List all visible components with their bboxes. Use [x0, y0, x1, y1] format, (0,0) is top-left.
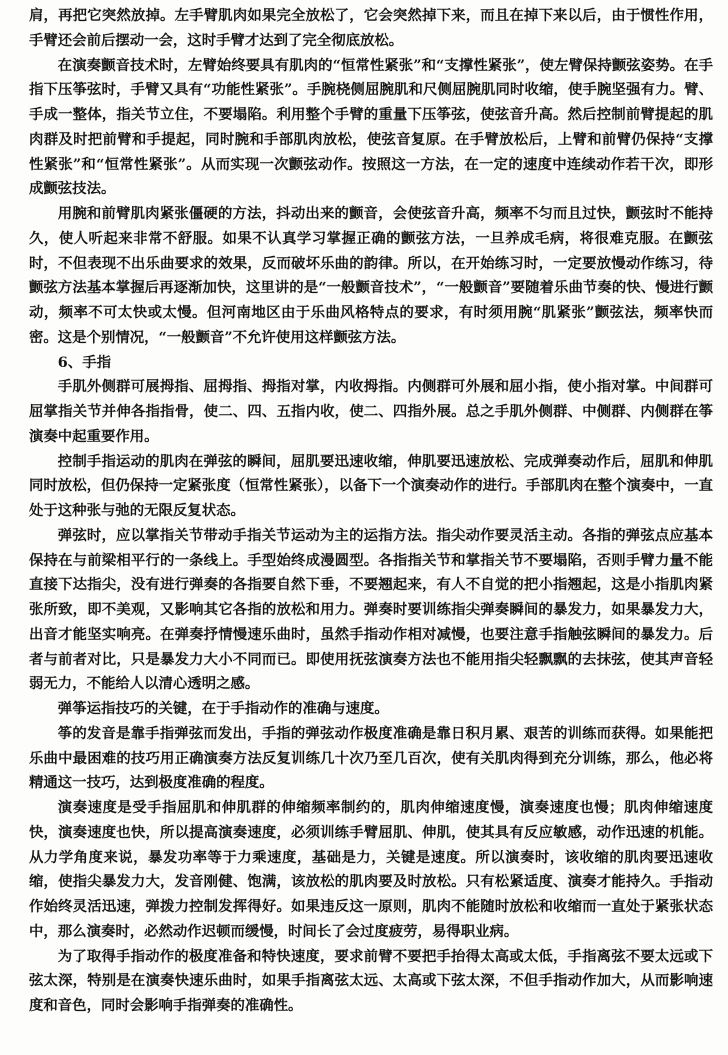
paragraph: 演奏速度是受手指屈肌和伸肌群的伸缩频率制约的，肌肉伸缩速度慢，演奏速度也慢；肌肉伸缩速度快，演奏速度也快，所以提高演奏速度，必须训练手臂屈肌、伸肌，使其具有反应敏感，动作迅速的机能。从力学角度来说，暴发功率等于力乘速度，基础是力，关键是速度。所以演奏时，该收缩的肌肉要迅速收缩，使指尖暴发力大，发音刚健、饱满，该放松的肌肉要及时放松。只有松紧适度、演奏才能持久。手指动作始终灵活迅速，弹拨力控制发挥得好。如果违反这一原则，肌肉不能随时放松和收缩而一直处于紧张状态中，那么演奏时，必然动作迟顿而缓慢，时间长了会过度疲劳，易得职业病。: [29, 799, 713, 940]
paragraph: 弹弦时，应以掌指关节带动手指关节运动为主的运指方法。指尖动作要灵活主动。各指的弹弦点应基本保持在与前梁相平行的一条线上。手型始终成漫圆型。各指指关节和掌指关节不要塌陷，否则手臂力量不能直接下达指尖，没有进行弹奏的各指要自然下垂，不要翘起来，有人不自觉的把小指翘起，这是小指肌肉紧张所致，即不美观，又影响其它各指的放松和用力。弹奏时要训练指尖弹奏瞬间的暴发力，如果暴发力大，出音才能坚实响亮。在弹奏抒情慢速乐曲时，虽然手指动作相对减慢，也要注意手指触弦瞬间的暴发力。后者与前者对比，只是暴发力大小不同而已。即使用抚弦演奏方法也不能用指尖轻飘飘的去抹弦，使其声音轻弱无力，不能给人以清心透明之感。: [29, 526, 713, 693]
paragraph: 在演奏颤音技术时，左臂始终要具有肌肉的“恒常性紧张”和“支撑性紧张”，使左臂保持颤弦姿势。在手指下压筝弦时，手臂又具有“功能性紧张”。手腕桡侧屈腕肌和尺侧屈腕肌同时收缩，使手腕坚强有力。臂、手成一整体，指关节立住，不要塌陷。利用整个手臂的重量下压筝弦，使弦音升高。然后控制前臂提起的肌肉群及时把前臂和手提起，同时腕和手部肌肉放松，使弦音复原。在手臂放松后，上臂和前臂仍保持“支撑性紧张”和“恒常性紧张”。从而实现一次颤弦动作。按照这一方法，在一定的速度中连续动作若干次，即形成颤弦技法。: [29, 56, 713, 198]
paragraph: 手肌外侧群可展拇指、屈拇指、拇指对掌，内收拇指。内侧群可外展和屈小指，使小指对掌。中间群可屈掌指关节并伸各指指骨，使二、四、五指内收，使二、四指外展。总之手肌外侧群、中侧群、内侧群在筝演奏中起重要作用。: [29, 378, 713, 445]
paragraph: 为了取得手指动作的极度准备和特快速度，要求前臂不要把手抬得太高或太低，手指离弦不要太远或下弦太深，特别是在演奏快速乐曲时，如果手指离弦太远、太高或下弦太深，不但手指动作加大，从而影响速度和音色，同时会影响手指弹奏的准确性。: [29, 947, 713, 1014]
paragraph: 筝的发音是靠手指弹弦而发出，手指的弹弦动作极度准确是靠日积月累、艰苦的训练而获得。如果能把乐曲中最困难的技巧用正确演奏方法反复训练几十次乃至几百次，使有关肌肉得到充分训练，那么，他必将精通这一技巧，达到极度准确的程度。: [29, 724, 713, 792]
paragraph: 肩，再把它突然放掉。左手臂肌肉如果完全放松了，它会突然掉下来，而且在掉下来以后，由于惯性作用，手臂还会前后摆动一会，这时手臂才达到了完全彻底放松。: [29, 7, 713, 49]
paragraph: 控制手指运动的肌肉在弹弦的瞬间，屈肌要迅速收缩，伸肌要迅速放松、完成弹奏动作后，屈肌和伸肌同时放松，但仍保持一定紧张度（恒常性紧张），以备下一个演奏动作的进行。手部肌肉在整个演奏中，一直处于这种张与弛的无限反复状态。: [29, 452, 713, 519]
paragraph: 用腕和前臂肌肉紧张僵硬的方法，抖动出来的颤音，会使弦音升高，频率不匀而且过快，颤弦时不能持久，使人听起来非常不舒服。如果不认真学习掌握正确的颤弦方法，一旦养成毛病，将很难克服。在颤弦时，不但表现不出乐曲要求的效果，反而破坏乐曲的韵律。所以，在开始练习时，一定要放慢动作练习，待颤弦方法基本掌握后再逐渐加快，这里讲的是“一般颤音技术”，“一般颤音”要随着乐曲节奏的快、慢进行颤动，频率不可太快或太慢。但河南地区由于乐曲风格特点的要求，有时须用腕“肌紧张”颤弦法，频率快而密。这是个别情况，“一般颤音”不允许使用这样颤弦方法。: [29, 205, 713, 346]
body-text: [29, 4, 713, 1019]
section-heading: 6、手指: [57, 353, 111, 371]
paragraph: 弹筝运指技巧的关键，在于手指动作的准确与速度。: [57, 700, 389, 717]
